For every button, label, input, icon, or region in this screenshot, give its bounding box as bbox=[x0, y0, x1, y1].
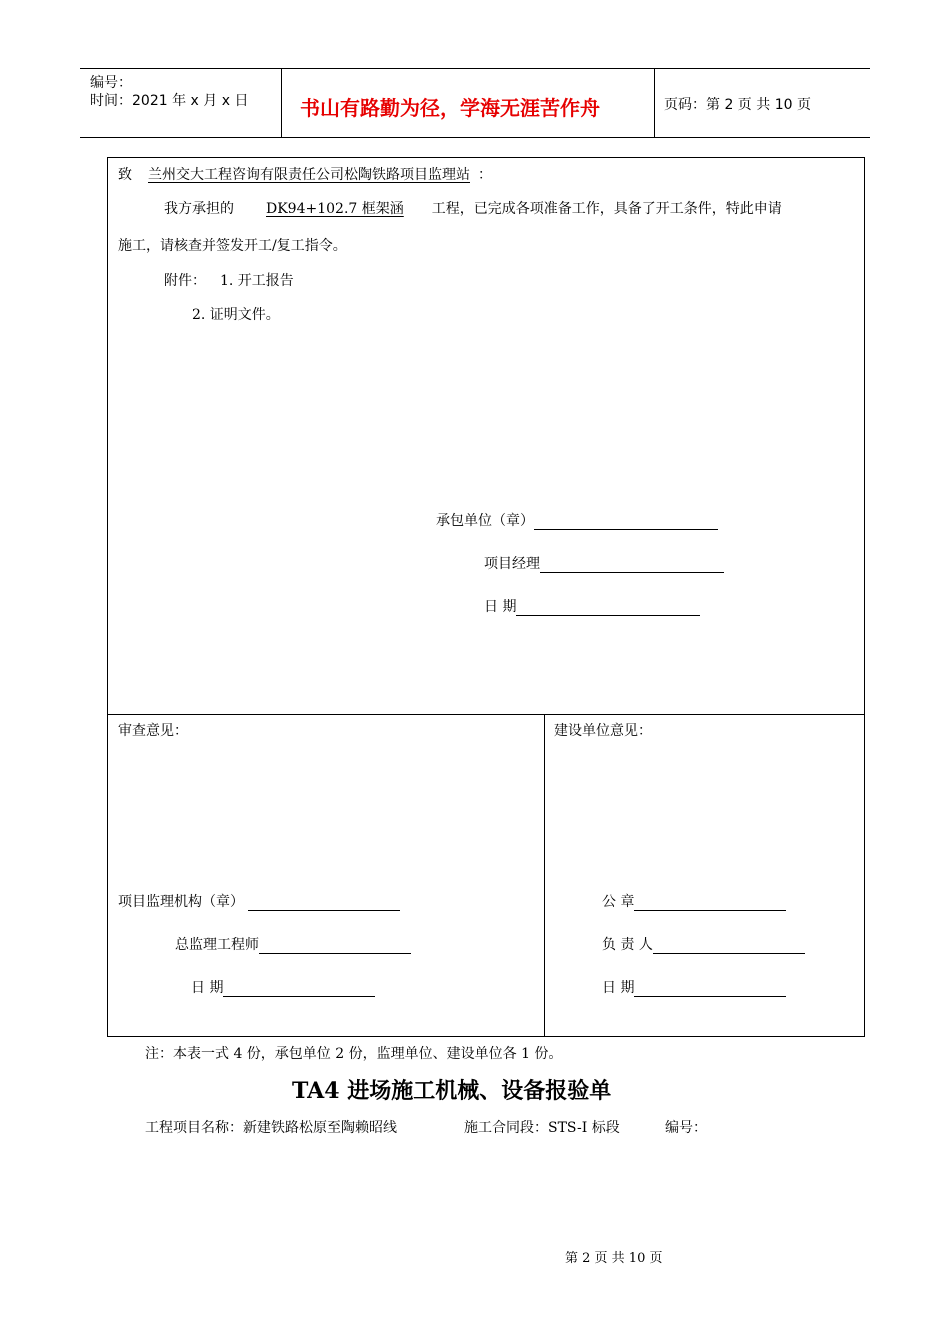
project-name: DK94+102.7 框架涵 bbox=[266, 201, 404, 217]
header-motto: 书山有路勤为径，学海无涯苦作舟 bbox=[300, 96, 600, 120]
review-date-field[interactable] bbox=[223, 981, 375, 997]
seal-label: 公 章 bbox=[602, 894, 635, 910]
chief-engineer-field[interactable] bbox=[259, 938, 411, 954]
attachments-label: 附件： bbox=[164, 273, 206, 289]
contractor-signature-row bbox=[436, 510, 718, 530]
contract-section-info: 施工合同段：STS-I 标段 bbox=[464, 1120, 620, 1136]
header-divider bbox=[281, 69, 282, 137]
page-footer: 第 2 页 共 10 页 bbox=[565, 1251, 663, 1266]
request-prefix: 我方承担的 bbox=[164, 201, 234, 217]
owner-date-row bbox=[602, 977, 786, 997]
review-date-label: 日 期 bbox=[191, 980, 224, 996]
attachment-item: 1. 开工报告 bbox=[220, 273, 294, 289]
document-number: 编号： bbox=[665, 1120, 707, 1136]
responsible-row bbox=[602, 934, 805, 954]
request-line-1 bbox=[164, 198, 782, 218]
addressee-suffix: ： bbox=[478, 167, 492, 183]
section-title: TA4 进场施工机械、设备报验单 bbox=[292, 1078, 612, 1104]
review-title: 审查意见： bbox=[118, 723, 188, 739]
header-divider bbox=[654, 69, 655, 137]
project-name-info: 工程项目名称：新建铁路松原至陶赖昭线 bbox=[145, 1120, 397, 1136]
chief-engineer-label: 总监理工程师 bbox=[175, 937, 259, 953]
responsible-field[interactable] bbox=[653, 938, 805, 954]
supervision-org-field[interactable] bbox=[248, 895, 400, 911]
owner-date-label: 日 期 bbox=[602, 980, 635, 996]
contractor-unit-label: 承包单位（章） bbox=[436, 513, 534, 529]
contractor-unit-field[interactable] bbox=[534, 514, 718, 530]
form-note: 注：本表一式 4 份，承包单位 2 份，监理单位、建设单位各 1 份。 bbox=[145, 1046, 563, 1062]
request-text: 工程，已完成各项准备工作，具备了开工条件，特此申请 bbox=[431, 201, 782, 217]
header-number: 编号： bbox=[90, 75, 132, 91]
header-page-info: 页码：第 2 页 共 10 页 bbox=[664, 97, 811, 113]
addressee-name: 兰州交大工程咨询有限责任公司松陶铁路项目监理站 bbox=[148, 167, 470, 183]
form-divider bbox=[544, 714, 545, 1036]
header-time: 时间：2021 年 x 月 x 日 bbox=[90, 93, 249, 109]
addressee-line bbox=[118, 164, 492, 184]
supervision-row bbox=[118, 891, 400, 911]
project-manager-label: 项目经理 bbox=[484, 556, 540, 572]
chief-engineer-row bbox=[175, 934, 411, 954]
addressee-prefix: 致 bbox=[118, 167, 132, 183]
owner-title: 建设单位意见： bbox=[554, 723, 652, 739]
form-divider bbox=[108, 714, 864, 715]
responsible-label: 负 责 人 bbox=[602, 937, 653, 953]
request-line-2: 施工，请核查并签发开工/复工指令。 bbox=[118, 238, 347, 254]
date-row bbox=[484, 596, 700, 616]
review-date-row bbox=[191, 977, 375, 997]
date-field[interactable] bbox=[516, 600, 700, 616]
seal-field[interactable] bbox=[634, 895, 786, 911]
supervision-org-label: 项目监理机构（章） bbox=[118, 894, 244, 910]
project-manager-field[interactable] bbox=[540, 557, 724, 573]
date-label: 日 期 bbox=[484, 599, 517, 615]
manager-signature-row bbox=[484, 553, 724, 573]
seal-row bbox=[602, 891, 786, 911]
owner-date-field[interactable] bbox=[634, 981, 786, 997]
attachment-item: 2. 证明文件。 bbox=[192, 307, 280, 323]
